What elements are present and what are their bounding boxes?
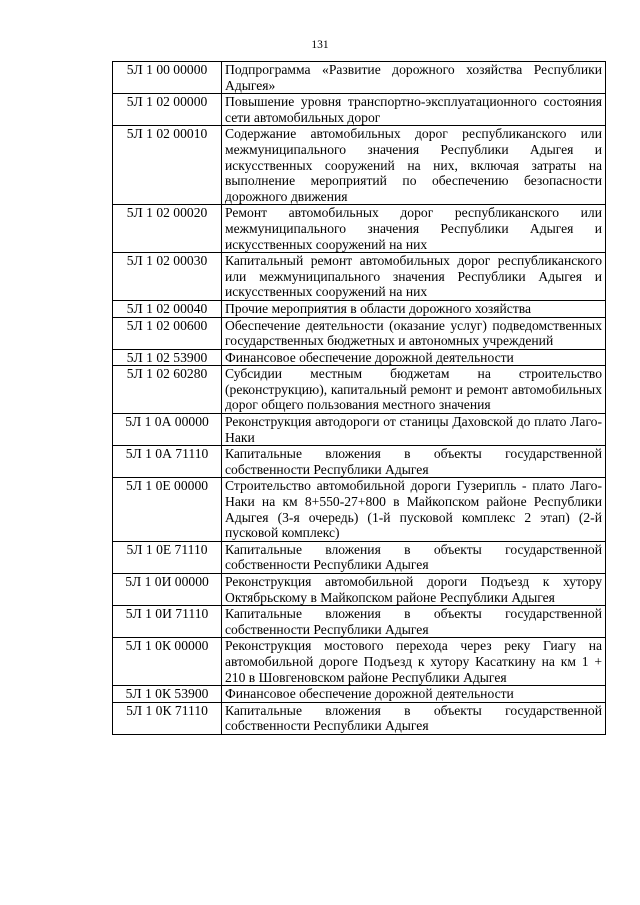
table-row: [113, 478, 606, 541]
row-code-cell: 5Л 1 0К 00000: [113, 638, 222, 686]
row-description-cell: [222, 300, 606, 317]
table-row: [113, 702, 606, 734]
table-row: [113, 62, 606, 94]
row-description-cell: [222, 638, 606, 686]
row-description-cell: [222, 541, 606, 573]
row-code-cell: 5Л 1 02 00000: [113, 94, 222, 126]
table-row: [113, 366, 606, 414]
table-row: [113, 94, 606, 126]
row-description-cell: [222, 478, 606, 541]
row-description-text: Строительство автомобильной дороги Гузерипль - плато Лаго-Наки на км 8+550-27+800 в Майкопском районе Республики Адыгея (3-я очередь) (1-й пусковой комплекс 2 этап) (2-й пусковой комплекс): [225, 478, 602, 541]
row-code-cell: 5Л 1 0А 71110: [113, 446, 222, 478]
row-description-text: Финансовое обеспечение дорожной деятельности: [225, 686, 514, 702]
row-code-cell: 5Л 1 0Е 00000: [113, 478, 222, 541]
row-code-cell: 5Л 1 02 00600: [113, 317, 222, 349]
row-description-cell: [222, 126, 606, 205]
row-description-cell: [222, 686, 606, 703]
row-description-text: Обеспечение деятельности (оказание услуг) подведомственных государственных бюджетных и автономных учреждений: [225, 317, 602, 349]
row-description-text: Капитальные вложения в объекты государственной собственности Республики Адыгея: [225, 446, 602, 477]
row-description-cell: [222, 446, 606, 478]
row-code-cell: 5Л 1 0А 00000: [113, 414, 222, 446]
table-row: [113, 126, 606, 205]
row-description-text: Реконструкция мостового перехода через реку Гиагу на автомобильной дороге Подъезд к хутору Касаткину на км 1 + 210 в Шовгеновском районе Республики Адыгея: [225, 638, 602, 685]
row-description-cell: [222, 702, 606, 734]
row-code-cell: 5Л 1 02 00040: [113, 300, 222, 317]
row-description-text: Субсидии местным бюджетам на строительство (реконструкцию), капитальный ремонт и ремонт автомобильных дорог общего пользования местного значения: [225, 366, 602, 413]
page-number: 131: [311, 39, 329, 51]
row-description-text: Реконструкция автодороги от станицы Даховской до плато Лаго-Наки: [225, 414, 602, 445]
row-description-cell: [222, 366, 606, 414]
table-row: [113, 300, 606, 317]
budget-classification-table: [112, 61, 606, 735]
table-row: [113, 253, 606, 301]
table-row: [113, 349, 606, 366]
row-description-text: Капитальные вложения в объекты государственной собственности Республики Адыгея: [225, 702, 602, 734]
row-description-text: Прочие мероприятия в области дорожного хозяйства: [225, 300, 532, 316]
row-code-cell: 5Л 1 0К 53900: [113, 686, 222, 703]
row-description-text: Капитальный ремонт автомобильных дорог республиканского или межмуниципального значения Республики Адыгея и искусственных сооружений на них: [225, 253, 602, 300]
row-code-cell: 5Л 1 0Е 71110: [113, 541, 222, 573]
row-code-cell: 5Л 1 02 00010: [113, 126, 222, 205]
row-code-cell: 5Л 1 0И 00000: [113, 574, 222, 606]
table-row: [113, 317, 606, 349]
row-description-cell: [222, 94, 606, 126]
row-description-cell: [222, 62, 606, 94]
row-code-cell: 5Л 1 0И 71110: [113, 606, 222, 638]
row-description-text: Капитальные вложения в объекты государственной собственности Республики Адыгея: [225, 541, 602, 573]
table-row: [113, 414, 606, 446]
row-description-text: Ремонт автомобильных дорог республиканского или межмуниципального значения Республики Адыгея и искусственных сооружений на них: [225, 205, 602, 252]
row-description-cell: [222, 414, 606, 446]
row-description-text: Реконструкция автомобильной дороги Подъезд к хутору Октябрьскому в Майкопском районе Республики Адыгея: [225, 574, 602, 605]
row-code-cell: 5Л 1 02 00020: [113, 205, 222, 253]
row-code-cell: 5Л 1 0К 71110: [113, 702, 222, 734]
row-description-cell: [222, 349, 606, 366]
row-description-text: Финансовое обеспечение дорожной деятельности: [225, 349, 514, 365]
table-body: [113, 62, 606, 735]
row-description-cell: [222, 317, 606, 349]
table-row: [113, 446, 606, 478]
row-code-cell: 5Л 1 00 00000: [113, 62, 222, 94]
row-description-text: Подпрограмма «Развитие дорожного хозяйства Республики Адыгея»: [225, 62, 602, 93]
row-description-cell: [222, 606, 606, 638]
row-description-text: Повышение уровня транспортно-эксплуатационного состояния сети автомобильных дорог: [225, 94, 602, 125]
row-description-text: Содержание автомобильных дорог республиканского или межмуниципального значения Республики Адыгея и искусственных сооружений на них, включая затраты на выполнение мероприятий по обеспечению безопасности дорожного движения: [225, 126, 602, 204]
table-row: [113, 541, 606, 573]
row-description-text: Капитальные вложения в объекты государственной собственности Республики Адыгея: [225, 606, 602, 637]
table-row: [113, 606, 606, 638]
row-description-cell: [222, 574, 606, 606]
table-row: [113, 574, 606, 606]
row-code-cell: 5Л 1 02 53900: [113, 349, 222, 366]
row-code-cell: 5Л 1 02 60280: [113, 366, 222, 414]
row-code-cell: 5Л 1 02 00030: [113, 253, 222, 301]
row-description-cell: [222, 205, 606, 253]
row-description-cell: [222, 253, 606, 301]
table-row: [113, 638, 606, 686]
table-row: [113, 686, 606, 703]
table-row: [113, 205, 606, 253]
